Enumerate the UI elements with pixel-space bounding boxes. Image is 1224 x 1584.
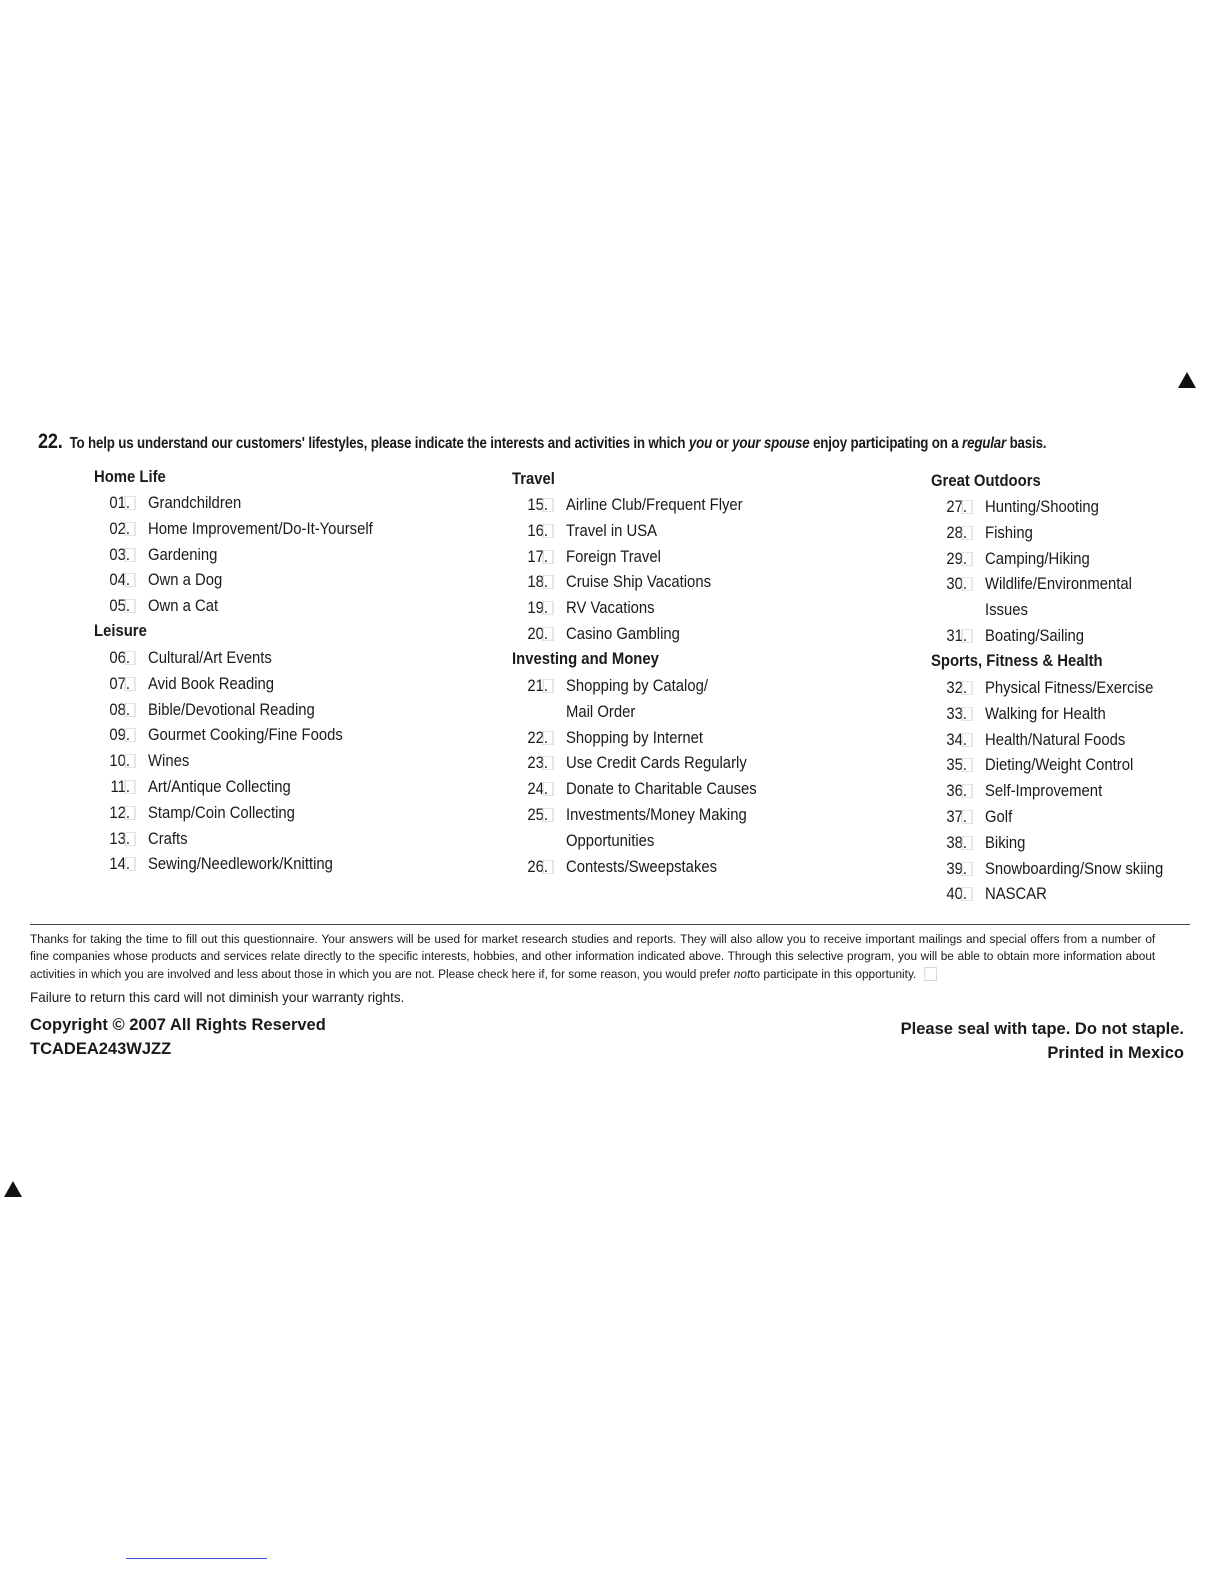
item-checkbox[interactable]: [962, 500, 973, 514]
item-checkbox[interactable]: [543, 679, 554, 693]
warranty-note: Failure to return this card will not diminish your warranty rights.: [30, 990, 405, 1005]
item-checkbox[interactable]: [125, 573, 136, 587]
item-checkbox[interactable]: [962, 758, 973, 772]
item-number: 24.: [527, 780, 548, 798]
item-label-continued: Mail Order: [566, 703, 636, 721]
section-header-great-outdoors: Great Outdoors: [931, 472, 1041, 490]
item-number: 30.: [946, 575, 967, 593]
item-number: 16.: [527, 522, 548, 540]
item-checkbox[interactable]: [962, 836, 973, 850]
item-label: Hunting/Shooting: [985, 498, 1099, 516]
item-label: Investments/Money Making: [566, 806, 747, 824]
item-label-continued: Issues: [985, 601, 1028, 619]
section-header-leisure: Leisure: [94, 622, 147, 640]
item-label: Home Improvement/Do-It-Yourself: [148, 520, 373, 538]
item-number: 40.: [946, 885, 967, 903]
item-checkbox[interactable]: [125, 548, 136, 562]
item-number: 03.: [109, 546, 130, 564]
question-spouse: your spouse: [732, 435, 810, 452]
item-label: Self-Improvement: [985, 782, 1103, 800]
item-checkbox[interactable]: [962, 707, 973, 721]
item-label: Wildlife/Environmental: [985, 575, 1132, 593]
item-label: Sewing/Needlework/Knitting: [148, 855, 333, 873]
item-label: Shopping by Internet: [566, 729, 704, 747]
item-checkbox[interactable]: [543, 524, 554, 538]
item-checkbox[interactable]: [125, 832, 136, 846]
item-checkbox[interactable]: [125, 806, 136, 820]
item-checkbox[interactable]: [543, 808, 554, 822]
item-label: Avid Book Reading: [148, 675, 275, 693]
item-label: Contests/Sweepstakes: [566, 858, 718, 876]
item-label: Biking: [985, 834, 1026, 852]
item-number: 17.: [527, 548, 548, 566]
item-number: 06.: [109, 649, 130, 667]
item-label: Use Credit Cards Regularly: [566, 754, 747, 772]
copyright-text: Copyright © 2007 All Rights Reserved: [30, 1016, 326, 1034]
question-basis: basis.: [1009, 435, 1047, 452]
item-checkbox[interactable]: [962, 810, 973, 824]
item-number: 35.: [946, 756, 967, 774]
printed-in: Printed in Mexico: [1047, 1044, 1184, 1062]
item-number: 19.: [527, 599, 548, 617]
item-label: RV Vacations: [566, 599, 655, 617]
item-checkbox[interactable]: [125, 651, 136, 665]
item-number: 12.: [109, 804, 130, 822]
item-label: Airline Club/Frequent Flyer: [566, 496, 743, 514]
item-checkbox[interactable]: [125, 496, 136, 510]
form-code: TCADEA243WJZZ: [30, 1040, 172, 1058]
fine-print-not: not: [733, 966, 751, 981]
item-label: Fishing: [985, 524, 1033, 542]
item-label: Wines: [148, 752, 190, 770]
item-number: 29.: [946, 550, 967, 568]
item-number: 08.: [109, 701, 130, 719]
item-checkbox[interactable]: [543, 731, 554, 745]
section-header-sports-fitness: Sports, Fitness & Health: [931, 652, 1103, 670]
item-label: Cultural/Art Events: [148, 649, 272, 667]
item-number: 11.: [110, 778, 130, 796]
item-number: 04.: [109, 571, 130, 589]
item-number: 23.: [527, 754, 548, 772]
item-number: 18.: [527, 573, 548, 591]
item-number: 32.: [946, 679, 967, 697]
item-label: Gourmet Cooking/Fine Foods: [148, 726, 343, 744]
item-number: 15.: [527, 496, 548, 514]
item-number: 27.: [946, 498, 967, 516]
item-number: 02.: [109, 520, 130, 538]
question-text-2: enjoy participating on a: [813, 435, 959, 452]
item-checkbox[interactable]: [125, 780, 136, 794]
item-label: Gardening: [148, 546, 218, 564]
item-checkbox[interactable]: [543, 575, 554, 589]
item-label: Dieting/Weight Control: [985, 756, 1134, 774]
item-number: 07.: [109, 675, 130, 693]
item-checkbox[interactable]: [543, 498, 554, 512]
item-number: 14.: [109, 855, 130, 873]
item-number: 36.: [946, 782, 967, 800]
item-number: 39.: [946, 860, 967, 878]
item-checkbox[interactable]: [962, 526, 973, 540]
item-number: 33.: [946, 705, 967, 723]
item-label: NASCAR: [985, 885, 1047, 903]
item-checkbox[interactable]: [962, 681, 973, 695]
item-label: Own a Dog: [148, 571, 223, 589]
item-number: 10.: [109, 752, 130, 770]
item-checkbox[interactable]: [962, 887, 973, 901]
question-regular: regular: [962, 435, 1007, 452]
item-label: Own a Cat: [148, 597, 219, 615]
item-number: 34.: [946, 731, 967, 749]
question-number: 22.: [38, 430, 63, 453]
item-number: 26.: [527, 858, 548, 876]
question-22: [38, 430, 1047, 454]
item-number: 22.: [527, 729, 548, 747]
item-checkbox[interactable]: [125, 599, 136, 613]
item-label: Snowboarding/Snow skiing: [985, 860, 1164, 878]
item-checkbox[interactable]: [543, 550, 554, 564]
item-label: Stamp/Coin Collecting: [148, 804, 295, 822]
item-label-continued: Opportunities: [566, 832, 655, 850]
item-number: 28.: [946, 524, 967, 542]
item-label: Donate to Charitable Causes: [566, 780, 757, 798]
item-label: Boating/Sailing: [985, 627, 1085, 645]
item-checkbox[interactable]: [962, 862, 973, 876]
item-number: 31.: [946, 627, 967, 645]
item-checkbox[interactable]: [125, 677, 136, 691]
item-number: 01.: [109, 494, 130, 512]
item-checkbox[interactable]: [962, 733, 973, 747]
item-checkbox[interactable]: [543, 601, 554, 615]
item-checkbox[interactable]: [125, 522, 136, 536]
item-number: 25.: [527, 806, 548, 824]
item-label: Grandchildren: [148, 494, 242, 512]
item-label: Camping/Hiking: [985, 550, 1090, 568]
section-header-investing: Investing and Money: [512, 650, 659, 668]
item-label: Golf: [985, 808, 1013, 826]
section-header-travel: Travel: [512, 470, 555, 488]
item-label: Cruise Ship Vacations: [566, 573, 711, 591]
item-number: 21.: [527, 677, 548, 695]
item-label: Physical Fitness/Exercise: [985, 679, 1154, 697]
item-number: 13.: [109, 830, 130, 848]
item-label: Travel in USA: [566, 522, 658, 540]
item-checkbox[interactable]: [543, 627, 554, 641]
item-checkbox[interactable]: [962, 577, 973, 591]
item-checkbox[interactable]: [543, 756, 554, 770]
item-checkbox[interactable]: [543, 782, 554, 796]
item-checkbox[interactable]: [125, 857, 136, 871]
item-number: 05.: [109, 597, 130, 615]
triangle-marker-icon: [4, 1181, 22, 1197]
item-number: 38.: [946, 834, 967, 852]
item-label: Foreign Travel: [566, 548, 661, 566]
question-text: To help us understand our customers' lifestyles, please indicate the interests and activities in which: [69, 435, 686, 452]
item-checkbox[interactable]: [125, 728, 136, 742]
opt-out-checkbox[interactable]: [924, 967, 937, 981]
link-underline: [126, 1558, 267, 1559]
item-checkbox[interactable]: [125, 754, 136, 768]
item-label: Health/Natural Foods: [985, 731, 1126, 749]
item-label: Shopping by Catalog/: [566, 677, 709, 695]
item-label: Art/Antique Collecting: [148, 778, 291, 796]
item-number: 20.: [527, 625, 548, 643]
item-checkbox[interactable]: [962, 629, 973, 643]
item-label: Bible/Devotional Reading: [148, 701, 315, 719]
item-label: Casino Gambling: [566, 625, 680, 643]
fine-print-text-2: to participate in this opportunity.: [750, 966, 917, 981]
item-label: Walking for Health: [985, 705, 1106, 723]
question-you: you: [688, 435, 713, 452]
item-label: Crafts: [148, 830, 188, 848]
item-checkbox[interactable]: [543, 860, 554, 874]
item-checkbox[interactable]: [962, 784, 973, 798]
triangle-marker-icon: [1178, 372, 1196, 388]
question-or: or: [715, 435, 729, 452]
item-checkbox[interactable]: [125, 703, 136, 717]
item-number: 09.: [109, 726, 130, 744]
seal-instruction: Please seal with tape. Do not staple.: [900, 1020, 1184, 1038]
fine-print: [30, 931, 1155, 983]
divider-line: [30, 924, 1190, 925]
item-checkbox[interactable]: [962, 552, 973, 566]
section-header-home-life: Home Life: [94, 468, 166, 486]
fine-print-text: Thanks for taking the time to fill out this questionnaire. Your answers will be used for market research studies and reports. They will also allow you to receive important mailings and special offers from a number of fine companies whose products and services relate directly to the specific interests, hobbies, and other information indicated above. Through this selective program, you will be able to obtain more information about activities in which you are involved and less about those in which you are not. Please check here if, for some reason, you would prefer: [30, 932, 1156, 981]
item-number: 37.: [946, 808, 967, 826]
